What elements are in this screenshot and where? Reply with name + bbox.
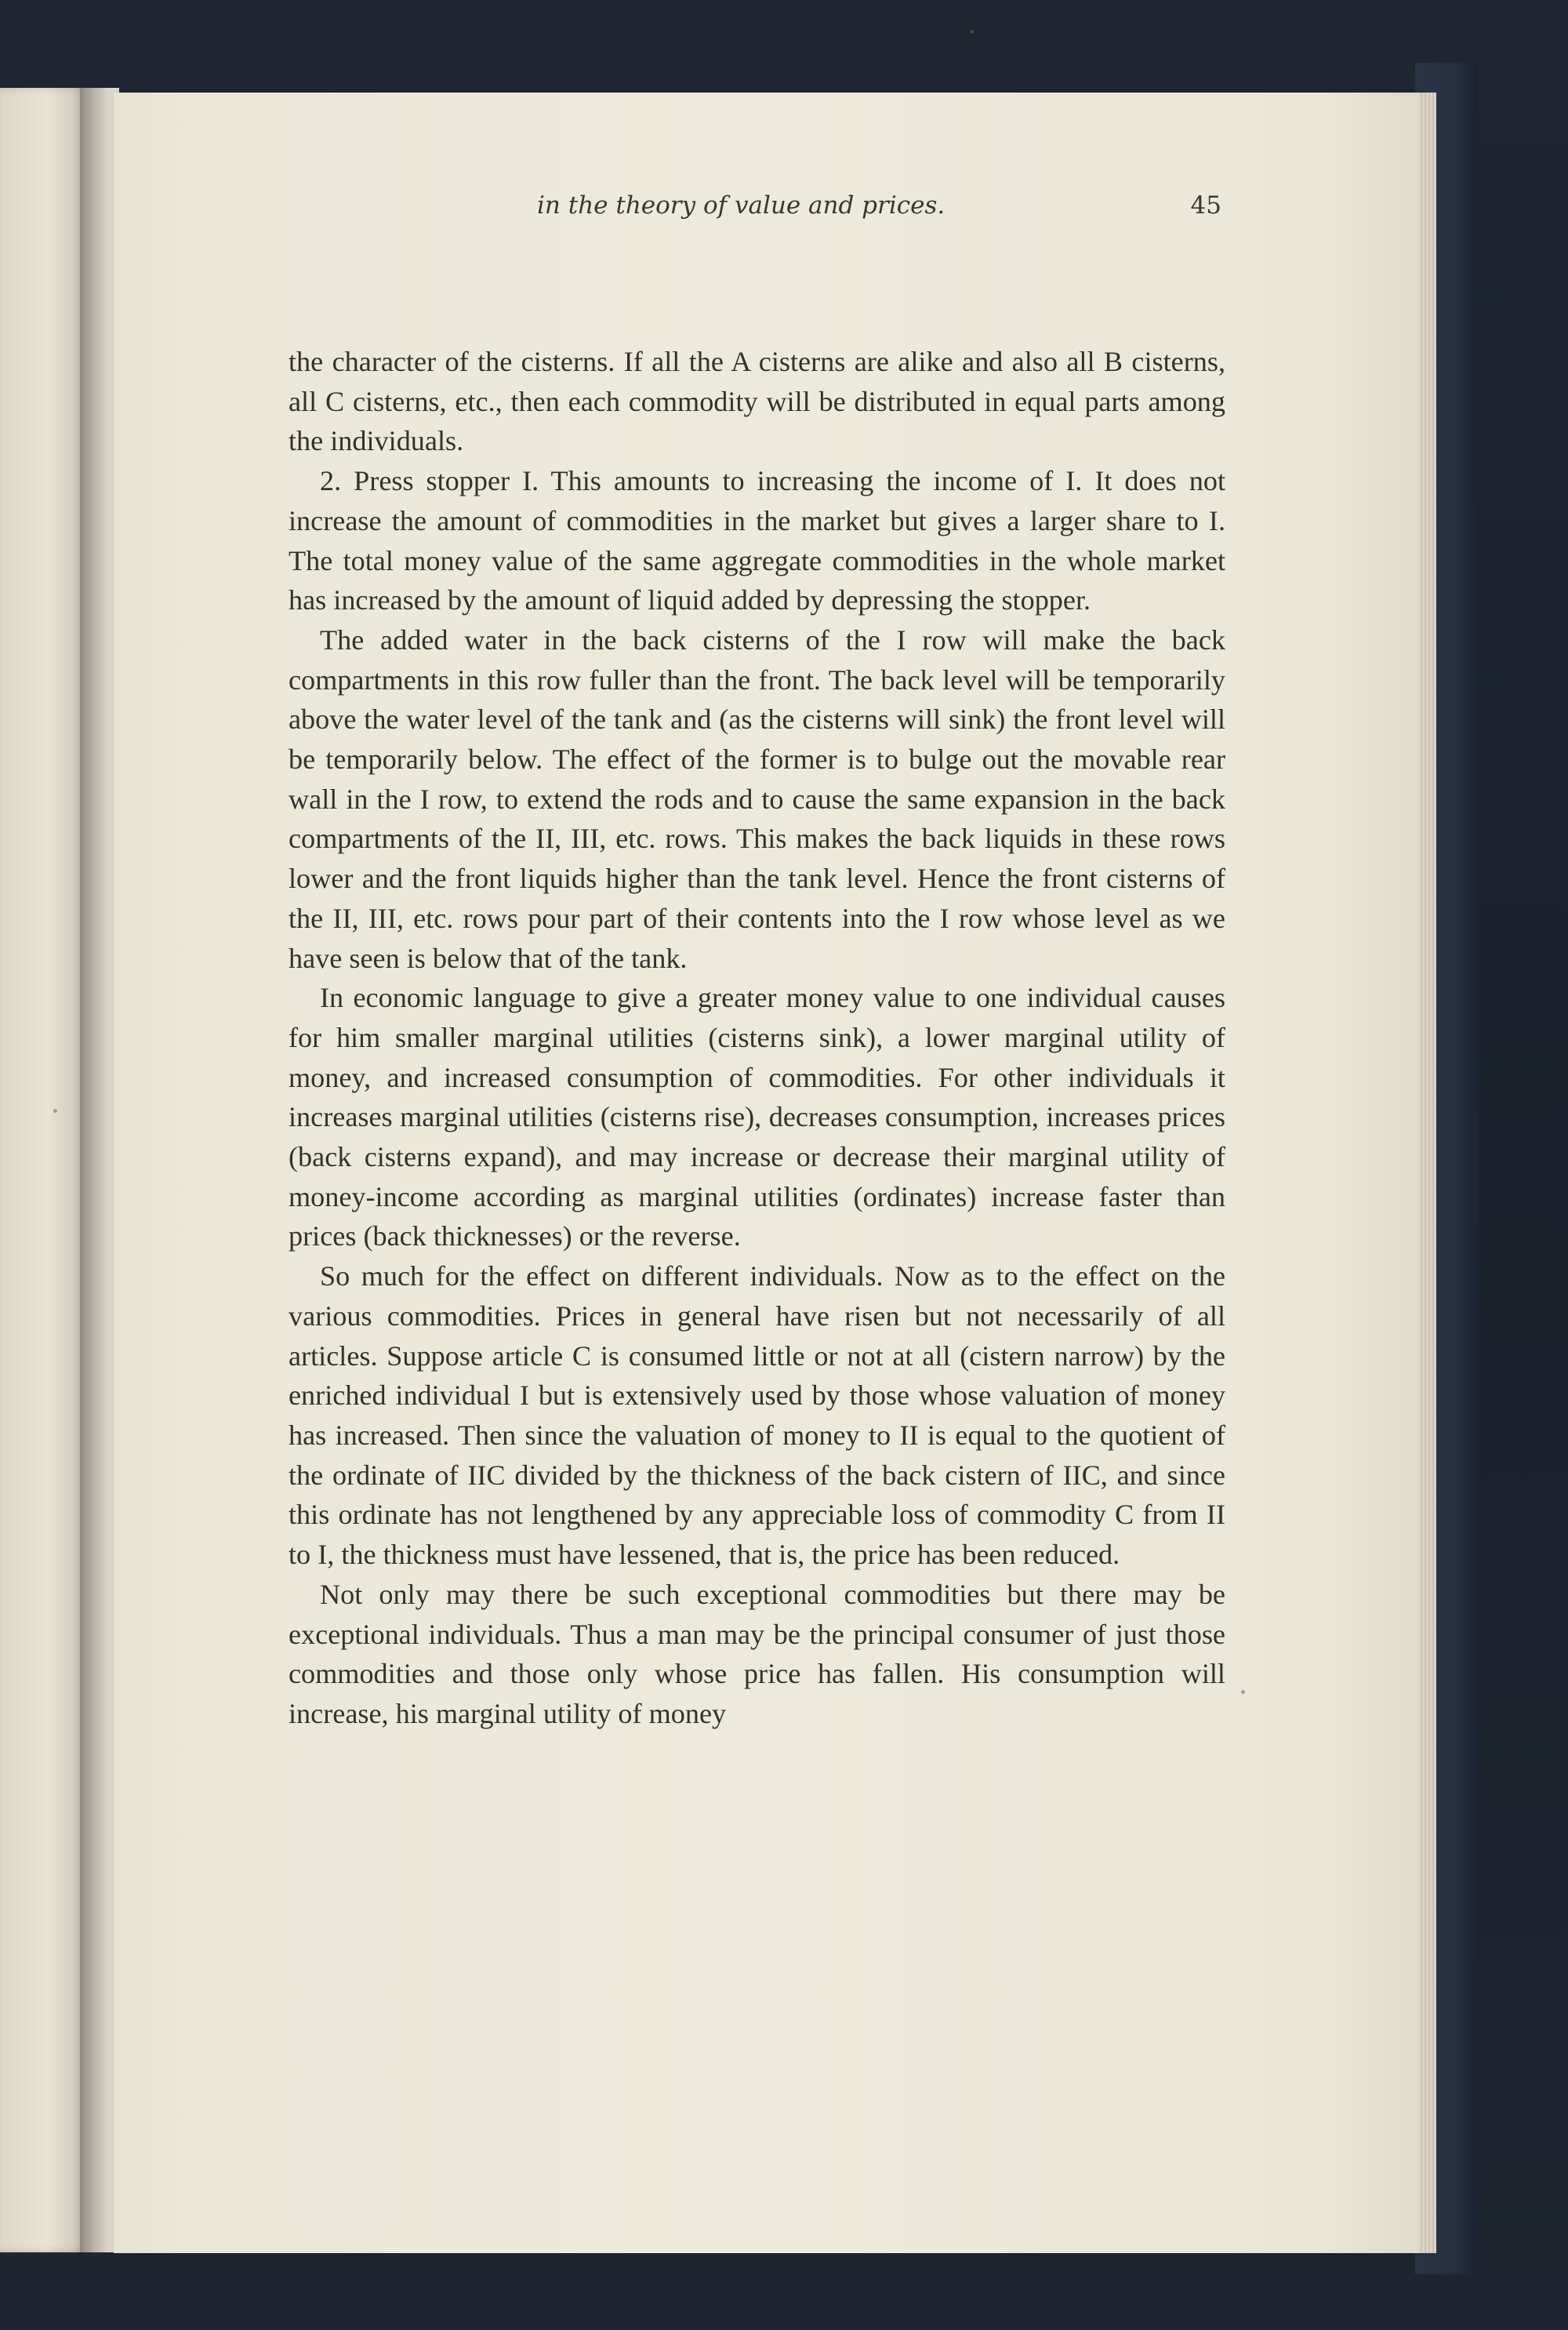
page-number: 45: [1190, 191, 1221, 220]
paragraph: the character of the cisterns. If all the A cisterns are alike and also all B cisterns, all C cisterns, etc., then each commodity will be distributed in equal parts among the individuals.: [289, 346, 1225, 457]
paragraph: 2. Press stopper I. This amounts to increasing the income of I. It does not increase the amount of commodities in the market but gives a larger share to I. The total money value of the same aggregate commodities in the whole market has increased by the amount of liquid added by depressing the stopper.: [289, 465, 1225, 616]
paragraph: In economic language to give a greater money value to one individual causes for him smaller marginal utilities (cisterns sink), a lower marginal utility of money, and increased consumption of commodities. For other individuals it increases marginal utilities (cisterns rise), decreases consumption, increases prices (back cisterns expand), and may increase or decrease their marginal utility of money-income according as marginal utilities (ordinates) increase faster than prices (back thicknesses) or the reverse.: [289, 982, 1225, 1252]
paper-speck: [970, 30, 974, 34]
paper-speck: [1241, 1690, 1245, 1694]
paragraph: So much for the effect on different individuals. Now as to the effect on the various commodities. Prices in general have risen but not necessarily of all articles. Suppose article C is consumed little or not at all (cistern narrow) by the enriched individual I but is extensively used by those whose valuation of money has increased. Then since the valuation of money to II is equal to the quotient of the ordinate of IIC divided by the thickness of the back cistern of IIC, and since this ordinate has not lengthened by any appreciable loss of commodity C from II to I, the thickness must have lessened, that is, the price has been reduced.: [289, 1260, 1225, 1571]
running-head: [431, 185, 1221, 232]
running-title: in the theory of value and prices.: [537, 191, 946, 220]
paragraph: The added water in the back cisterns of the I row will make the back compartments in this row fuller than the front. The back level will be temporarily above the water level of the tank and (as the cisterns will sink) the front level will be temporarily below. The effect of the former is to bulge out the movable rear wall in the I row, to extend the rods and to cause the same expansion in the back compartments of the II, III, etc. rows. This makes the back liquids in these rows lower and the front liquids higher than the tank level. Hence the front cisterns of the II, III, etc. rows pour part of their contents into the I row whose level as we have seen is below that of the tank.: [289, 623, 1225, 974]
paper-speck: [53, 1109, 57, 1113]
left-page-edge: [0, 88, 86, 2252]
body-text: [289, 342, 1225, 1734]
paragraph: Not only may there be such exceptional commodities but there may be exceptional individuals. Thus a man may be the principal consumer of just those commodities and those only whose price has fallen. His consumption will increase, his marginal utility of money: [289, 1578, 1225, 1729]
page-edges: [1419, 93, 1436, 2253]
